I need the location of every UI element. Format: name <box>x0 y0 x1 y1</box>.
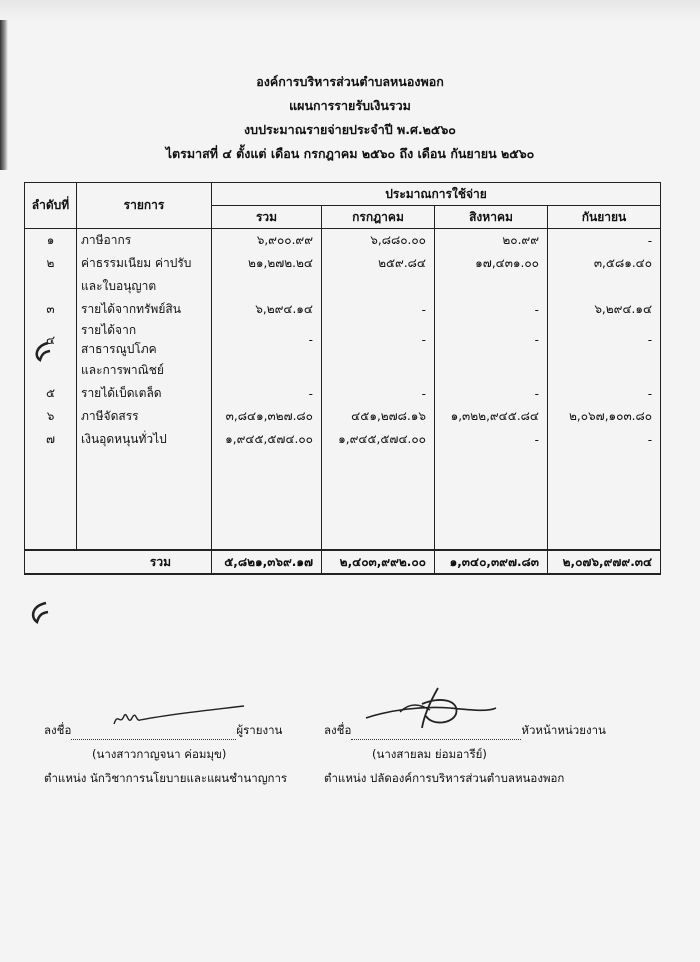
org-title: องค์การบริหารส่วนตำบลหนองพอก <box>256 74 444 89</box>
plan-title: แผนการรายรับเงินรวม <box>289 98 411 113</box>
signature-block-right <box>324 722 606 740</box>
document-header <box>0 70 700 166</box>
role-suffix: หัวหน้าหน่วยงาน <box>521 723 606 737</box>
row-no <box>25 359 77 382</box>
row-august: ๒๐.๙๙ <box>435 229 548 253</box>
table-row <box>25 382 661 405</box>
row-september: ๓,๕๘๑.๔๐ <box>548 252 661 275</box>
row-item: ภาษีจัดสรร <box>77 405 212 428</box>
role-suffix: ผู้รายงาน <box>236 723 283 737</box>
total-label: รวม <box>25 550 212 574</box>
row-total: - <box>212 321 322 359</box>
row-september: - <box>548 321 661 359</box>
signer-position-left: ตำแหน่ง นักวิชาการนโยบายและแผนชำนาญการ <box>44 771 288 785</box>
table-row <box>25 428 661 451</box>
signature-line <box>351 726 521 740</box>
row-august: - <box>435 298 548 321</box>
row-august <box>435 359 548 382</box>
row-august: - <box>435 321 548 359</box>
sign-prefix: ลงชื่อ <box>324 723 352 737</box>
signer-name-right: (นางสายลม ย่อมอารีย์) <box>372 747 487 761</box>
table-row <box>25 359 661 382</box>
row-no: ๖ <box>25 405 77 428</box>
row-september: ๖,๒๙๔.๑๔ <box>548 298 661 321</box>
table-row <box>25 321 661 359</box>
row-september: - <box>548 229 661 253</box>
row-september: - <box>548 428 661 451</box>
row-item: รายได้เบ็ดเตล็ด <box>77 382 212 405</box>
table-total-row <box>25 550 661 574</box>
total-august: ๑,๓๔๐,๓๙๗.๘๓ <box>435 550 548 574</box>
row-item: และใบอนุญาต <box>77 275 212 298</box>
table-row <box>25 252 661 275</box>
row-total: - <box>212 382 322 405</box>
row-item: ค่าธรรมเนียม ค่าปรับ <box>77 252 212 275</box>
table-row <box>25 229 661 253</box>
signature-line <box>71 726 236 740</box>
table-blank-space <box>25 451 661 550</box>
scan-top-edge <box>0 0 700 22</box>
row-august: ๑๗,๔๓๑.๐๐ <box>435 252 548 275</box>
row-item: ภาษีอากร <box>77 229 212 253</box>
scan-mark <box>26 600 52 626</box>
row-july: ๔๕๑,๒๗๘.๑๖ <box>322 405 435 428</box>
income-plan-table <box>24 182 661 575</box>
row-item: และการพาณิชย์ <box>77 359 212 382</box>
row-no <box>25 275 77 298</box>
row-total: ๒๑,๒๗๒.๒๔ <box>212 252 322 275</box>
col-header-total: รวม <box>212 206 322 229</box>
table-row <box>25 405 661 428</box>
row-july: ๒๕๙.๘๔ <box>322 252 435 275</box>
row-no: ๒ <box>25 252 77 275</box>
signer-position-right: ตำแหน่ง ปลัดองค์การบริหารส่วนตำบลหนองพอก <box>324 771 565 785</box>
row-no: ๔ <box>25 321 77 359</box>
row-no: ๓ <box>25 298 77 321</box>
row-august <box>435 275 548 298</box>
signer-name-left: (นางสาวกาญจนา ค่อมมุข) <box>92 747 227 761</box>
row-item: รายได้จากทรัพย์สิน <box>77 298 212 321</box>
row-item: เงินอุดหนุนทั่วไป <box>77 428 212 451</box>
total-sum: ๕,๘๒๑,๓๖๙.๑๗ <box>212 550 322 574</box>
col-header-august: สิงหาคม <box>435 206 548 229</box>
signature-block-left <box>44 722 282 740</box>
row-total: ๖,๙๐๐.๙๙ <box>212 229 322 253</box>
row-item: รายได้จากสาธารณูปโภค <box>77 321 212 359</box>
budget-title: งบประมาณรายจ่ายประจำปี พ.ศ.๒๕๖๐ <box>244 122 456 137</box>
row-total <box>212 359 322 382</box>
row-september <box>548 359 661 382</box>
row-september <box>548 275 661 298</box>
row-no: ๗ <box>25 428 77 451</box>
row-total: ๖,๒๙๔.๑๔ <box>212 298 322 321</box>
table-row <box>25 275 661 298</box>
row-total <box>212 275 322 298</box>
row-september: - <box>548 382 661 405</box>
quarter-title: ไตรมาสที่ ๔ ตั้งแต่ เดือน กรกฎาคม ๒๕๖๐ ถึง เดือน กันยายน ๒๕๖๐ <box>165 146 535 161</box>
col-header-july: กรกฎาคม <box>322 206 435 229</box>
row-august: ๑,๓๒๒,๙๔๕.๘๔ <box>435 405 548 428</box>
sign-prefix: ลงชื่อ <box>44 723 72 737</box>
row-august: - <box>435 428 548 451</box>
total-july: ๒,๔๐๓,๙๙๒.๐๐ <box>322 550 435 574</box>
row-july: - <box>322 321 435 359</box>
row-july: - <box>322 382 435 405</box>
col-header-september: กันยายน <box>548 206 661 229</box>
col-header-item: รายการ <box>77 183 212 229</box>
col-header-no: ลำดับที่ <box>25 183 77 229</box>
row-july: ๑,๙๔๕,๕๗๔.๐๐ <box>322 428 435 451</box>
row-july: ๖,๘๘๐.๐๐ <box>322 229 435 253</box>
row-july <box>322 275 435 298</box>
row-no: ๕ <box>25 382 77 405</box>
row-no: ๑ <box>25 229 77 253</box>
row-september: ๒,๐๖๗,๑๐๓.๘๐ <box>548 405 661 428</box>
row-total: ๓,๘๔๑,๓๒๗.๘๐ <box>212 405 322 428</box>
row-july: - <box>322 298 435 321</box>
total-september: ๒,๐๗๖,๙๗๙.๓๔ <box>548 550 661 574</box>
row-july <box>322 359 435 382</box>
col-header-group: ประมาณการใช้จ่าย <box>212 183 661 206</box>
table-row <box>25 298 661 321</box>
row-total: ๑,๙๔๕,๕๗๔.๐๐ <box>212 428 322 451</box>
row-august: - <box>435 382 548 405</box>
